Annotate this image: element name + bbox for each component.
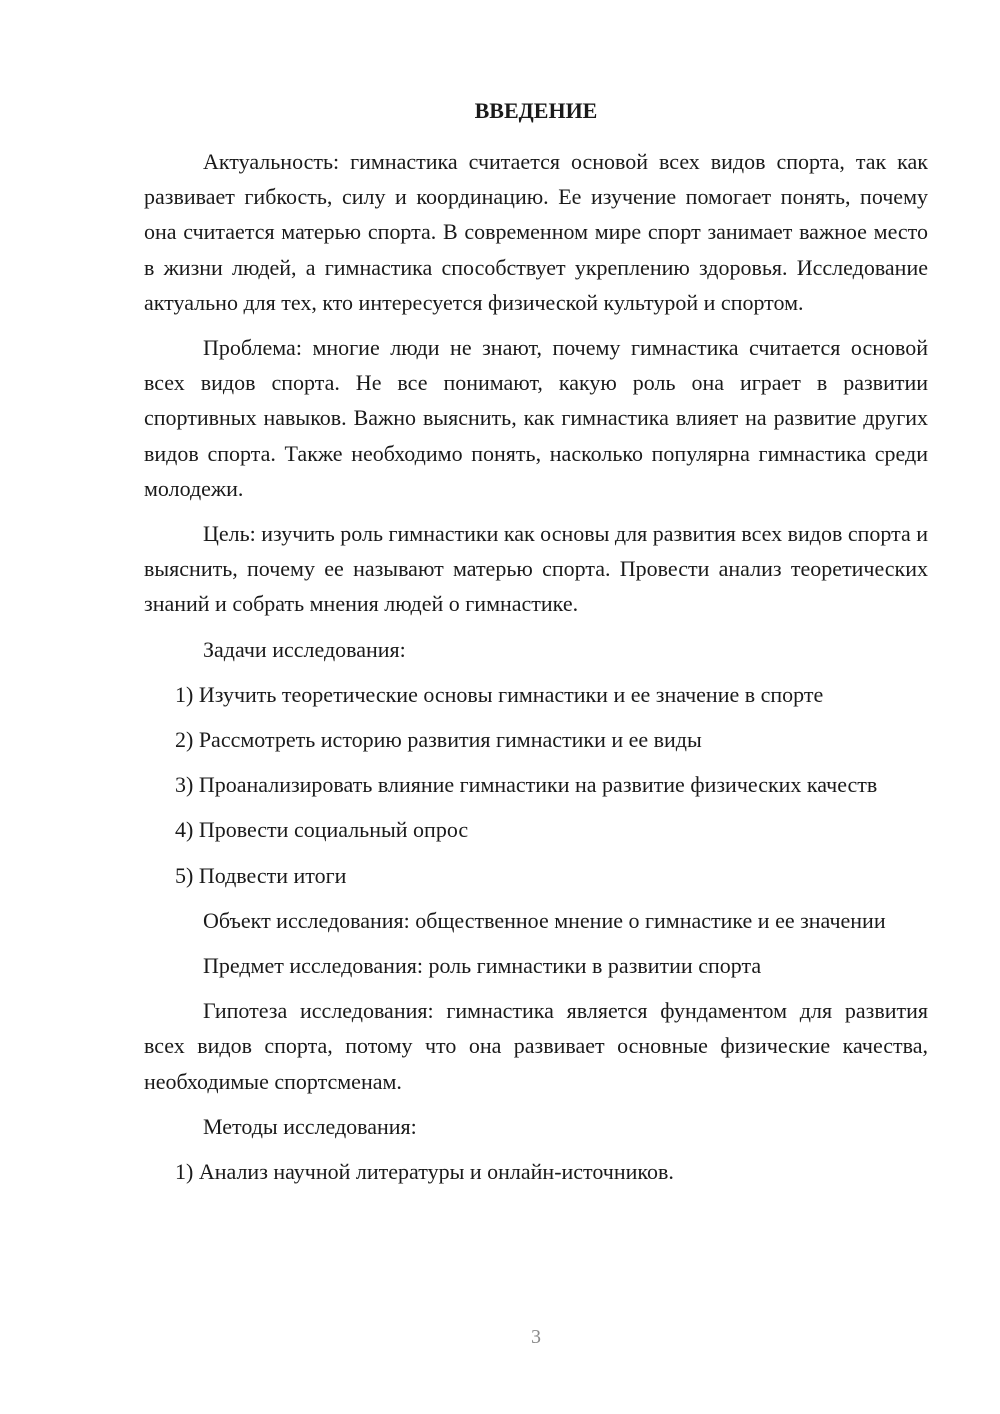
document-body <box>144 144 928 1199</box>
list-item-task-5: 5) Подвести итоги <box>175 862 347 888</box>
paragraph-object: Объект исследования: общественное мнение о гимнастике и ее значении <box>203 907 886 933</box>
document-page <box>144 0 928 1414</box>
paragraph-hypothesis: Гипотеза исследования: гимнастика является фундаментом для развития всех видов спорта, потому что она развивает основные физические качества, необходимые спортсменам. <box>144 998 928 1094</box>
paragraph-problem: Проблема: многие люди не знают, почему гимнастика считается основой всех видов спорта. Не все понимают, какую роль она играет в развитии спортивных навыков. Важно выяснить, как гимнастика влияет на развитие других видов спорта. Также необходимо понять, насколько популярна гимнастика среди молодежи. <box>144 335 928 501</box>
page-title: ВВЕДЕНИЕ <box>474 98 598 123</box>
list-item-task-2: 2) Рассмотреть историю развития гимнастики и ее виды <box>175 727 702 753</box>
paragraph-relevance: Актуальность: гимнастика считается основой всех видов спорта, так как развивает гибкость, силу и координацию. Ее изучение помогает понять, почему она считается матерью спорта. В современном мире спорт занимает важное место в жизни людей, а гимнастика способствует укреплению здоровья. Исследование актуально для тех, кто интересуется физической культурой и спортом. <box>144 149 928 315</box>
paragraph-subject: Предмет исследования: роль гимнастики в развитии спорта <box>203 953 762 979</box>
paragraph-methods-heading: Методы исследования: <box>203 1113 417 1139</box>
page-number: 3 <box>531 1326 541 1348</box>
paragraph-tasks-heading: Задачи исследования: <box>203 636 406 662</box>
list-item-task-3: 3) Проанализировать влияние гимнастики на развитие физических качеств <box>175 772 878 798</box>
list-item-task-4: 4) Провести социальный опрос <box>175 817 469 843</box>
list-item-method-1: 1) Анализ научной литературы и онлайн-источников. <box>175 1159 674 1185</box>
list-item-task-1: 1) Изучить теоретические основы гимнастики и ее значение в спорте <box>175 681 824 707</box>
paragraph-goal: Цель: изучить роль гимнастики как основы для развития всех видов спорта и выяснить, почему ее называют матерью спорта. Провести анализ теоретических знаний и собрать мнения людей о гимнастике. <box>144 521 929 617</box>
